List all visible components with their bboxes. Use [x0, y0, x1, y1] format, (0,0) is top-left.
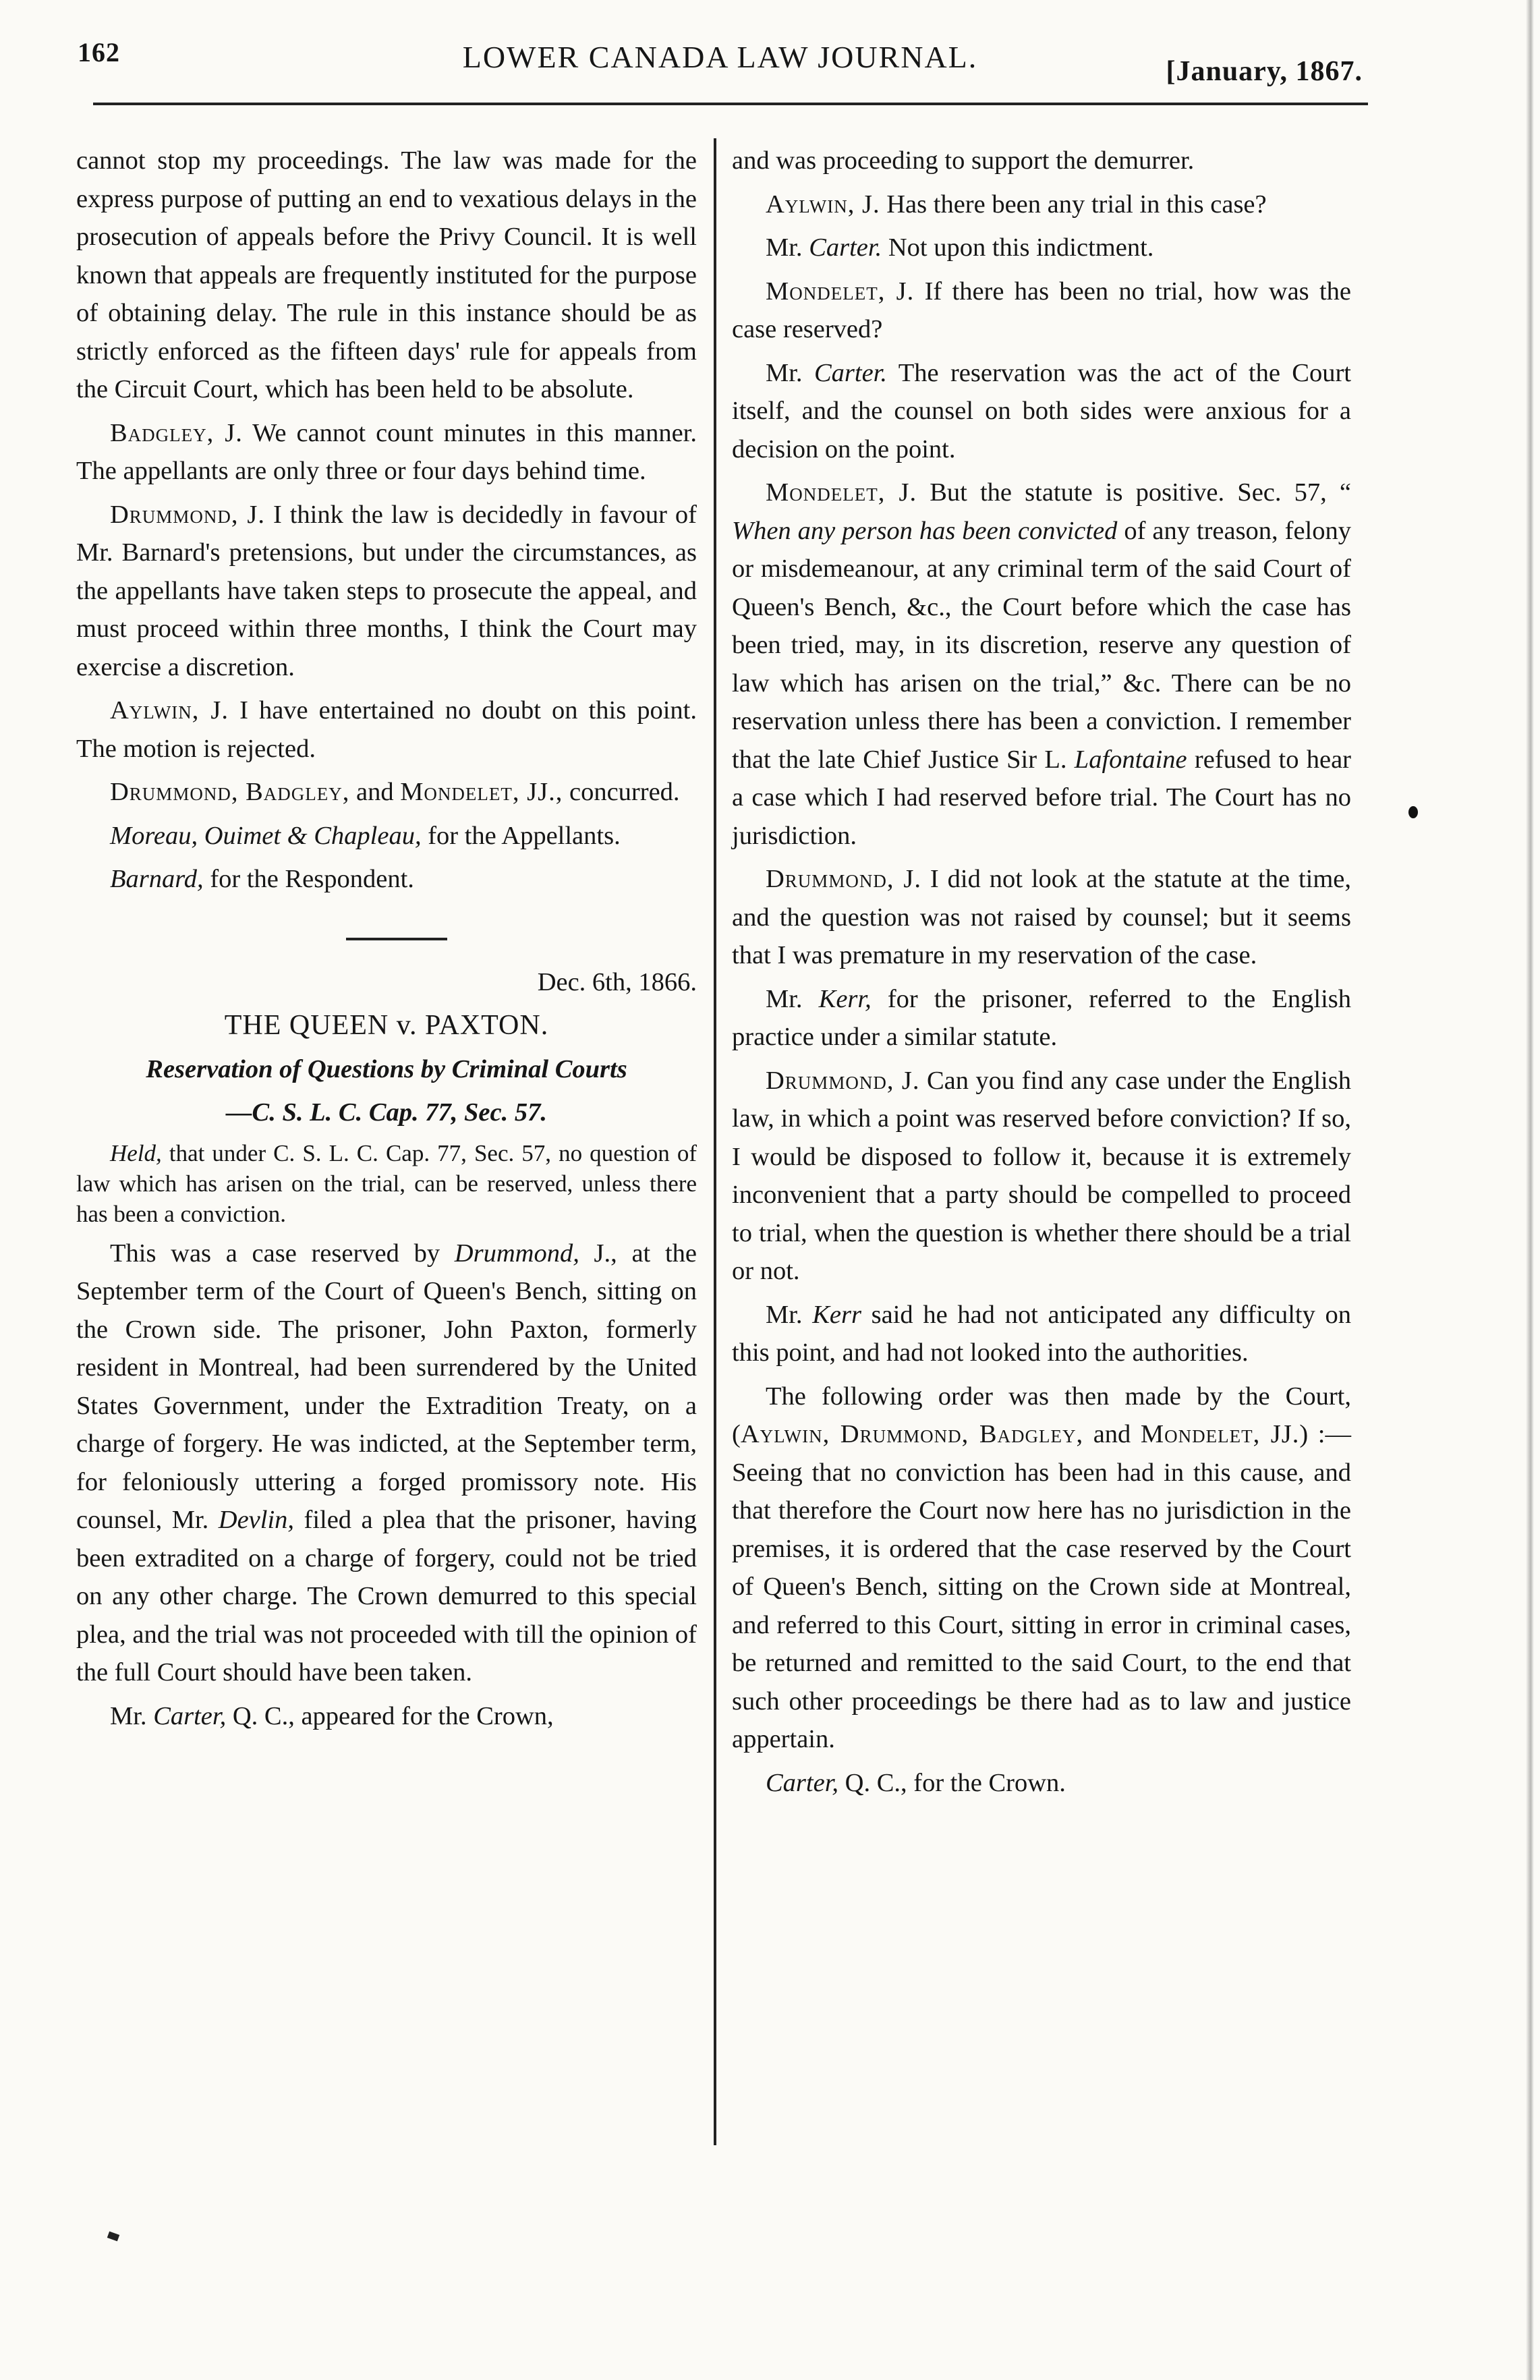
- paragraph-text: Q. C., appeared for the Crown,: [226, 1701, 554, 1730]
- judge-names: Aylwin, Drummond, Badgley,: [740, 1420, 1084, 1448]
- paragraph: [732, 860, 1351, 975]
- paragraph: [732, 980, 1351, 1056]
- paragraph: [732, 142, 1351, 180]
- counsel-name: Barnard,: [110, 865, 204, 893]
- paragraph-text: If there has been no trial, how was the case reserved?: [732, 277, 1351, 343]
- paragraph-text: I have entertained no doubt on this point. The motion is rejected.: [76, 696, 697, 763]
- paragraph: [76, 691, 697, 768]
- counsel-name: Moreau, Ouimet & Chapleau,: [110, 821, 422, 850]
- paragraph: [76, 1235, 697, 1692]
- paragraph-text: Q. C., for the Crown.: [838, 1768, 1066, 1797]
- paragraph-text: We cannot count minutes in this manner. The appellants are only three or four days behind time.: [76, 418, 697, 485]
- judge-name: Drummond,: [454, 1239, 579, 1268]
- ink-blot-mark: [1408, 806, 1418, 818]
- paragraph-text: for the Appellants.: [421, 821, 621, 850]
- paragraph-text: Mr.: [110, 1701, 154, 1730]
- case-subheading: Reservation of Questions by Criminal Courts: [146, 1054, 627, 1083]
- headnote-text: that under C. S. L. C. Cap. 77, Sec. 57, no question of law which has arisen on the trial, can be reserved, unless there has been a conviction.: [76, 1139, 697, 1227]
- page-number: 162: [78, 37, 120, 67]
- person-name: Lafontaine: [1074, 745, 1187, 774]
- paragraph-text: Can you find any case under the English law, in which a point was reserved before conviction? If so, I would be disposed to follow it, because it is extremely inconvenient that a party should be compelled to proceed to trial, when the question is whether there should be a trial or not.: [732, 1066, 1351, 1285]
- paragraph-text: I did not look at the statute at the time, and the question was not raised by counsel; but it seems that I was premature in my reservation of the case.: [732, 865, 1351, 969]
- paragraph-text: ) :—Seeing that no conviction has been had in this cause, and that therefore the Court now here has no jurisdiction in the premises, it is ordered that the case reserved by the Court of Queen's Bench, sitting on the Crown side at Montreal, and referred to this Court, sitting in error in criminal cases, be returned and remitted to the said Court, to the end that such other proceedings be there had as to law and justice appertain.: [732, 1420, 1351, 1753]
- paragraph-text: filed a plea that the prisoner, having been extradited on a charge of forgery, could not be tried on any other charge. The Crown demurred to this special plea, and the trial was not proceeded with till the opinion of the full Court should have been taken.: [76, 1506, 697, 1687]
- speaker-name: Drummond, J.: [766, 865, 921, 893]
- paragraph: [76, 1697, 697, 1736]
- paragraph: [76, 773, 697, 812]
- speaker-name: Drummond, J.: [766, 1066, 920, 1095]
- paragraph-text: refused to hear a case which I had reserved before trial. The Court has no jurisdiction.: [732, 745, 1351, 850]
- paragraph-text: for the Respondent.: [203, 865, 414, 893]
- paragraph-text: and was proceeding to support the demurrer.: [732, 146, 1195, 175]
- paragraph: [732, 1296, 1351, 1372]
- headnote: [76, 1138, 697, 1229]
- paragraph: [732, 354, 1351, 469]
- speaker-name: Drummond, Badgley,: [110, 778, 350, 806]
- paragraph-text: The reservation was the act of the Court itself, and the counsel on both sides were anxious for a decision on the point.: [732, 358, 1351, 463]
- counsel-name: Carter.: [814, 358, 888, 387]
- speaker-name: Aylwin, J.: [766, 190, 880, 219]
- paragraph: [76, 496, 697, 687]
- left-column: [76, 142, 697, 1740]
- paragraph-text: and: [349, 778, 401, 806]
- paragraph-text: I think the law is decidedly in favour of Mr. Barnard's pretensions, but under the circumstances, as the appellants have taken steps to prosecute the appeal, and must proceed within three months, I think the Court may exercise a discretion.: [76, 500, 697, 681]
- journal-title: LOWER CANADA LAW JOURNAL.: [462, 40, 978, 74]
- right-column: [732, 142, 1351, 1807]
- counsel-name: Carter.: [809, 233, 882, 262]
- speaker-name: Mondelet, JJ.,: [400, 778, 563, 806]
- page-edge-shadow: [1526, 0, 1534, 2380]
- paragraph: [732, 1062, 1351, 1291]
- case-date: Dec. 6th, 1866.: [537, 967, 697, 996]
- paragraph-text: Mr.: [766, 358, 814, 387]
- paragraph: [76, 142, 697, 409]
- paragraph: [732, 273, 1351, 349]
- paragraph-text: of any treason, felony or misdemeanour, at any criminal term of the said Court of Queen's Bench, &c., the Court before which the case has been tried, may, in its discretion, reserve any question of law which has arisen on the trial,” &c. There can be no reservation unless there has been a conviction. I remember that the late Chief Justice Sir L.: [732, 516, 1351, 774]
- paragraph-text: said he had not anticipated any difficulty on this point, and had not looked into the authorities.: [732, 1300, 1352, 1367]
- paragraph-text: Has there been any trial in this case?: [880, 190, 1267, 219]
- held-word: Held,: [110, 1139, 162, 1166]
- paragraph-text: Mr.: [766, 1300, 813, 1329]
- speaker-name: Mondelet, J.: [766, 277, 915, 306]
- case-title: THE QUEEN v. PAXTON.: [224, 1010, 549, 1041]
- paragraph: [732, 474, 1351, 855]
- paragraph: [732, 229, 1351, 267]
- statute-quote: When any person has been convicted: [732, 516, 1118, 545]
- counsel-name: Carter,: [153, 1701, 227, 1730]
- paragraph: [76, 414, 697, 490]
- paragraph-text: The following order was then made by the Court, (: [732, 1382, 1351, 1448]
- header-rule: [93, 103, 1368, 105]
- page-header: [78, 32, 1363, 86]
- paragraph-text: Not upon this indictment.: [882, 233, 1154, 262]
- paragraph-text: This was a case reserved by: [110, 1239, 455, 1268]
- judge-names: Mondelet, JJ.: [1140, 1420, 1300, 1448]
- section-rule: [346, 938, 447, 940]
- column-divider: [714, 138, 716, 2145]
- paragraph-text: Mr.: [766, 984, 819, 1013]
- paragraph-text: concurred.: [563, 778, 680, 806]
- paragraph-text: J., at the September term of the Court of Queen's Bench, sitting on the Crown side. The prisoner, John Paxton, formerly resident in Montreal, had been surrendered by the United States Government, under the Extradition Treaty, on a charge of forgery. He was indicted, at the September term, for feloniously uttering a forged promissory note. His counsel, Mr.: [76, 1239, 697, 1534]
- ink-blot-mark: [107, 2232, 119, 2242]
- issue-date: [January, 1867.: [1166, 56, 1363, 87]
- speaker-name: Drummond, J.: [110, 500, 266, 529]
- counsel-name: Kerr: [812, 1300, 861, 1329]
- speaker-name: Aylwin, J.: [110, 696, 229, 725]
- paragraph: [76, 860, 697, 899]
- counsel-name: Devlin,: [218, 1506, 295, 1534]
- paragraph: [732, 186, 1351, 224]
- counsel-name: Kerr,: [818, 984, 872, 1013]
- paragraph: [76, 817, 697, 855]
- case-subheading: —C. S. L. C. Cap. 77, Sec. 57.: [226, 1098, 547, 1127]
- paragraph-text: But the statute is positive. Sec. 57, “: [917, 478, 1351, 507]
- paragraph-text: for the prisoner, referred to the English practice under a similar statute.: [732, 984, 1351, 1051]
- paragraph: [732, 1764, 1351, 1803]
- paragraph-text: Mr.: [766, 233, 809, 262]
- speaker-name: Badgley, J.: [110, 418, 243, 447]
- paragraph-text: and: [1083, 1420, 1141, 1448]
- counsel-name: Carter,: [766, 1768, 839, 1797]
- paragraph-text: cannot stop my proceedings. The law was made for the express purpose of putting an end to vexatious delays in the prosecution of appeals before the Privy Council. It is well known that appeals are frequently instituted for the purpose of obtaining delay. The rule in this instance should be as strictly enforced as the fifteen days' rule for appeals from the Circuit Court, which has been held to be absolute.: [76, 146, 697, 403]
- paragraph: [732, 1378, 1351, 1759]
- speaker-name: Mondelet, J.: [766, 478, 917, 507]
